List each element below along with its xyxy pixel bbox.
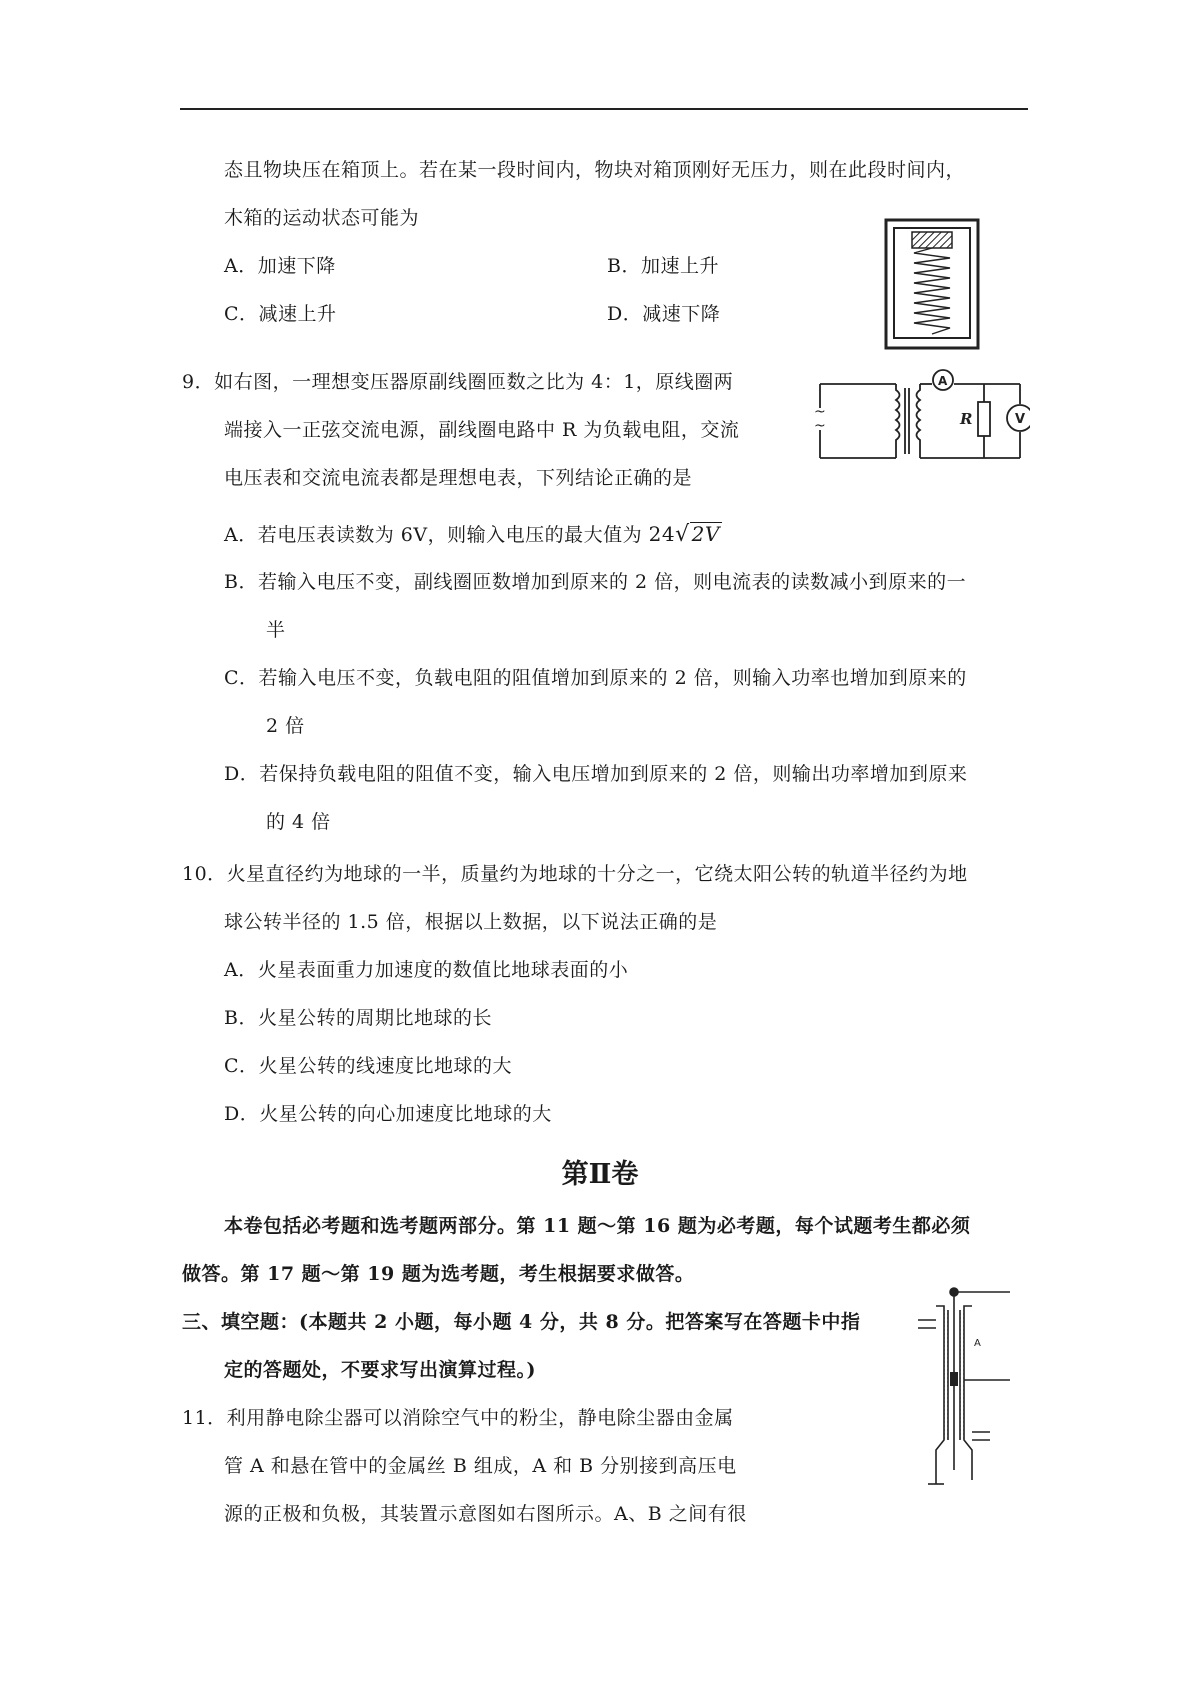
q8-option-d: D．减速下降 xyxy=(607,303,721,325)
resistor-label: R xyxy=(960,410,973,428)
formula-radicand: 2V xyxy=(691,522,720,546)
formula-coefficient: 24 xyxy=(648,522,676,546)
q10-line1: 10．火星直径约为地球的一半，质量约为地球的十分之一，它绕太阳公转的轨道半径约为地 xyxy=(182,863,968,885)
section3-heading-line2: 定的答题处，不要求写出演算过程。) xyxy=(224,1359,536,1381)
part2-title: 第Ⅱ卷 xyxy=(561,1159,639,1190)
q10-option-b: B．火星公转的周期比地球的长 xyxy=(224,1007,492,1029)
q9-line2: 端接入一正弦交流电源，副线圈电路中 R 为负载电阻，交流 xyxy=(224,419,740,441)
ammeter-label: A xyxy=(938,374,948,388)
spring xyxy=(914,248,950,334)
svg-text:~: ~ xyxy=(814,418,826,434)
q8-text-line2: 木箱的运动状态可能为 xyxy=(224,207,420,229)
q9-option-d-line1: D．若保持负载电阻的阻值不变，输入电压增加到原来的 2 倍，则输出功率增加到原来 xyxy=(224,763,968,785)
q9-line1: 9．如右图，一理想变压器原副线圈匝数之比为 4：1，原线圈两 xyxy=(182,371,734,393)
q10-option-d: D．火星公转的向心加速度比地球的大 xyxy=(224,1103,552,1125)
q8-text-line1: 态且物块压在箱顶上。若在某一段时间内，物块对箱顶刚好无压力，则在此段时间内， xyxy=(224,159,966,181)
q10-line2: 球公转半径的 1.5 倍，根据以上数据，以下说法正确的是 xyxy=(224,911,718,933)
part2-intro-line1: 本卷包括必考题和选考题两部分。第 11 题～第 16 题为必考题，每个试题考生都必须 xyxy=(224,1215,971,1237)
q8-option-c: C．减速上升 xyxy=(224,303,337,325)
header-rule xyxy=(180,108,1028,110)
q11-line1: 11．利用静电除尘器可以消除空气中的粉尘，静电除尘器由金属 xyxy=(182,1407,734,1429)
voltmeter-label: V xyxy=(1015,412,1026,427)
q10-option-a: A．火星表面重力加速度的数值比地球表面的小 xyxy=(224,959,629,981)
q8-option-b: B．加速上升 xyxy=(607,255,719,277)
svg-text:~: ~ xyxy=(814,404,826,420)
q9-line3: 电压表和交流电流表都是理想电表，下列结论正确的是 xyxy=(224,467,693,489)
q9-option-b-line1: B．若输入电压不变，副线圈匝数增加到原来的 2 倍，则电流表的读数减小到原来的一 xyxy=(224,571,967,593)
precipitator-figure xyxy=(914,1280,1018,1490)
block-hatched xyxy=(912,232,952,248)
part2-intro-line2: 做答。第 17 题～第 19 题为选考题，考生根据要求做答。 xyxy=(182,1263,695,1285)
sqrt-sign: √ xyxy=(675,522,690,547)
q9-option-d-line2: 的 4 倍 xyxy=(266,811,331,833)
q9-option-a-text: A．若电压表读数为 6V，则输入电压的最大值为 xyxy=(224,524,643,546)
q9-option-c-line1: C．若输入电压不变，负载电阻的阻值增加到原来的 2 倍，则输入功率也增加到原来的 xyxy=(224,667,967,689)
box-spring-figure xyxy=(884,218,980,350)
q9-option-b-line2: 半 xyxy=(266,619,286,641)
q11-line3: 源的正极和负极，其装置示意图如右图所示。A、B 之间有很 xyxy=(224,1503,747,1525)
tube-label: A xyxy=(974,1338,981,1349)
q9-option-a-formula xyxy=(649,522,722,546)
transformer-circuit-figure xyxy=(806,368,1030,468)
q9-option-a xyxy=(224,520,722,549)
q10-option-c: C．火星公转的线速度比地球的大 xyxy=(224,1055,513,1077)
q9-option-c-line2: 2 倍 xyxy=(266,715,305,737)
section3-heading-line1: 三、填空题：(本题共 2 小题，每小题 4 分，共 8 分。把答案写在答题卡中指 xyxy=(182,1311,861,1333)
q11-line2: 管 A 和悬在管中的金属丝 B 组成，A 和 B 分别接到高压电 xyxy=(224,1455,737,1477)
q8-option-a: A．加速下降 xyxy=(224,255,336,277)
